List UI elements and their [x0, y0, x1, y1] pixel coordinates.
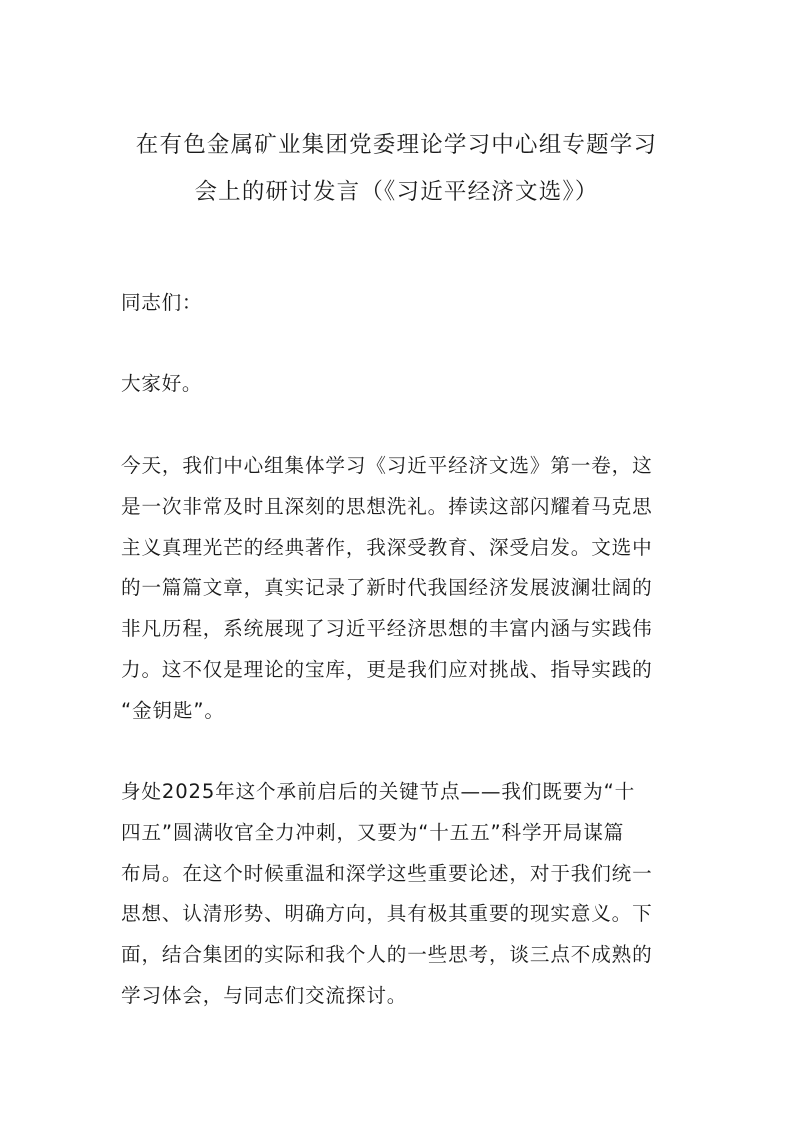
title-line-1: 在有色金属矿业集团党委理论学习中心组专题学习 [135, 132, 658, 158]
title-line-2: 会上的研讨发言（《习近平经济文选》） [194, 179, 599, 205]
paragraph-1: 今天，我们中心组集体学习《习近平经济文选》第一卷，这 是一次非常及时且深刻的思想洗礼。捧读这部闪耀着马克思 主义真理光芒的经典著作，我深受教育、深受启发。文选中 的一篇篇文章，真实记录了新时代我国经济发展波澜壮阔的 非凡历程，系统展现了习近平经济思想的丰富内涵与实践伟 力。这不仅是理论的宝库，更是我们应对挑战、指导实践的 “金钥匙”。 [121, 454, 653, 722]
document-title [100, 122, 693, 216]
paragraph-2: 身处2025年这个承前启后的关键节点——我们既要为“十 四五”圆满收官全力冲刺，又要为“十五五”科学开局谋篇 布局。在这个时候重温和深学这些重要论述，对于我们统一 思想、认清形势、明确方向，具有极其重要的现实意义。下 面，结合集团的实际和我个人的一些思考，谈三点不成熟的 学习体会，与同志们交流探讨。 [121, 780, 653, 1007]
hello-text: 大家好。 [121, 372, 203, 395]
greeting-text: 同志们： [121, 291, 203, 314]
